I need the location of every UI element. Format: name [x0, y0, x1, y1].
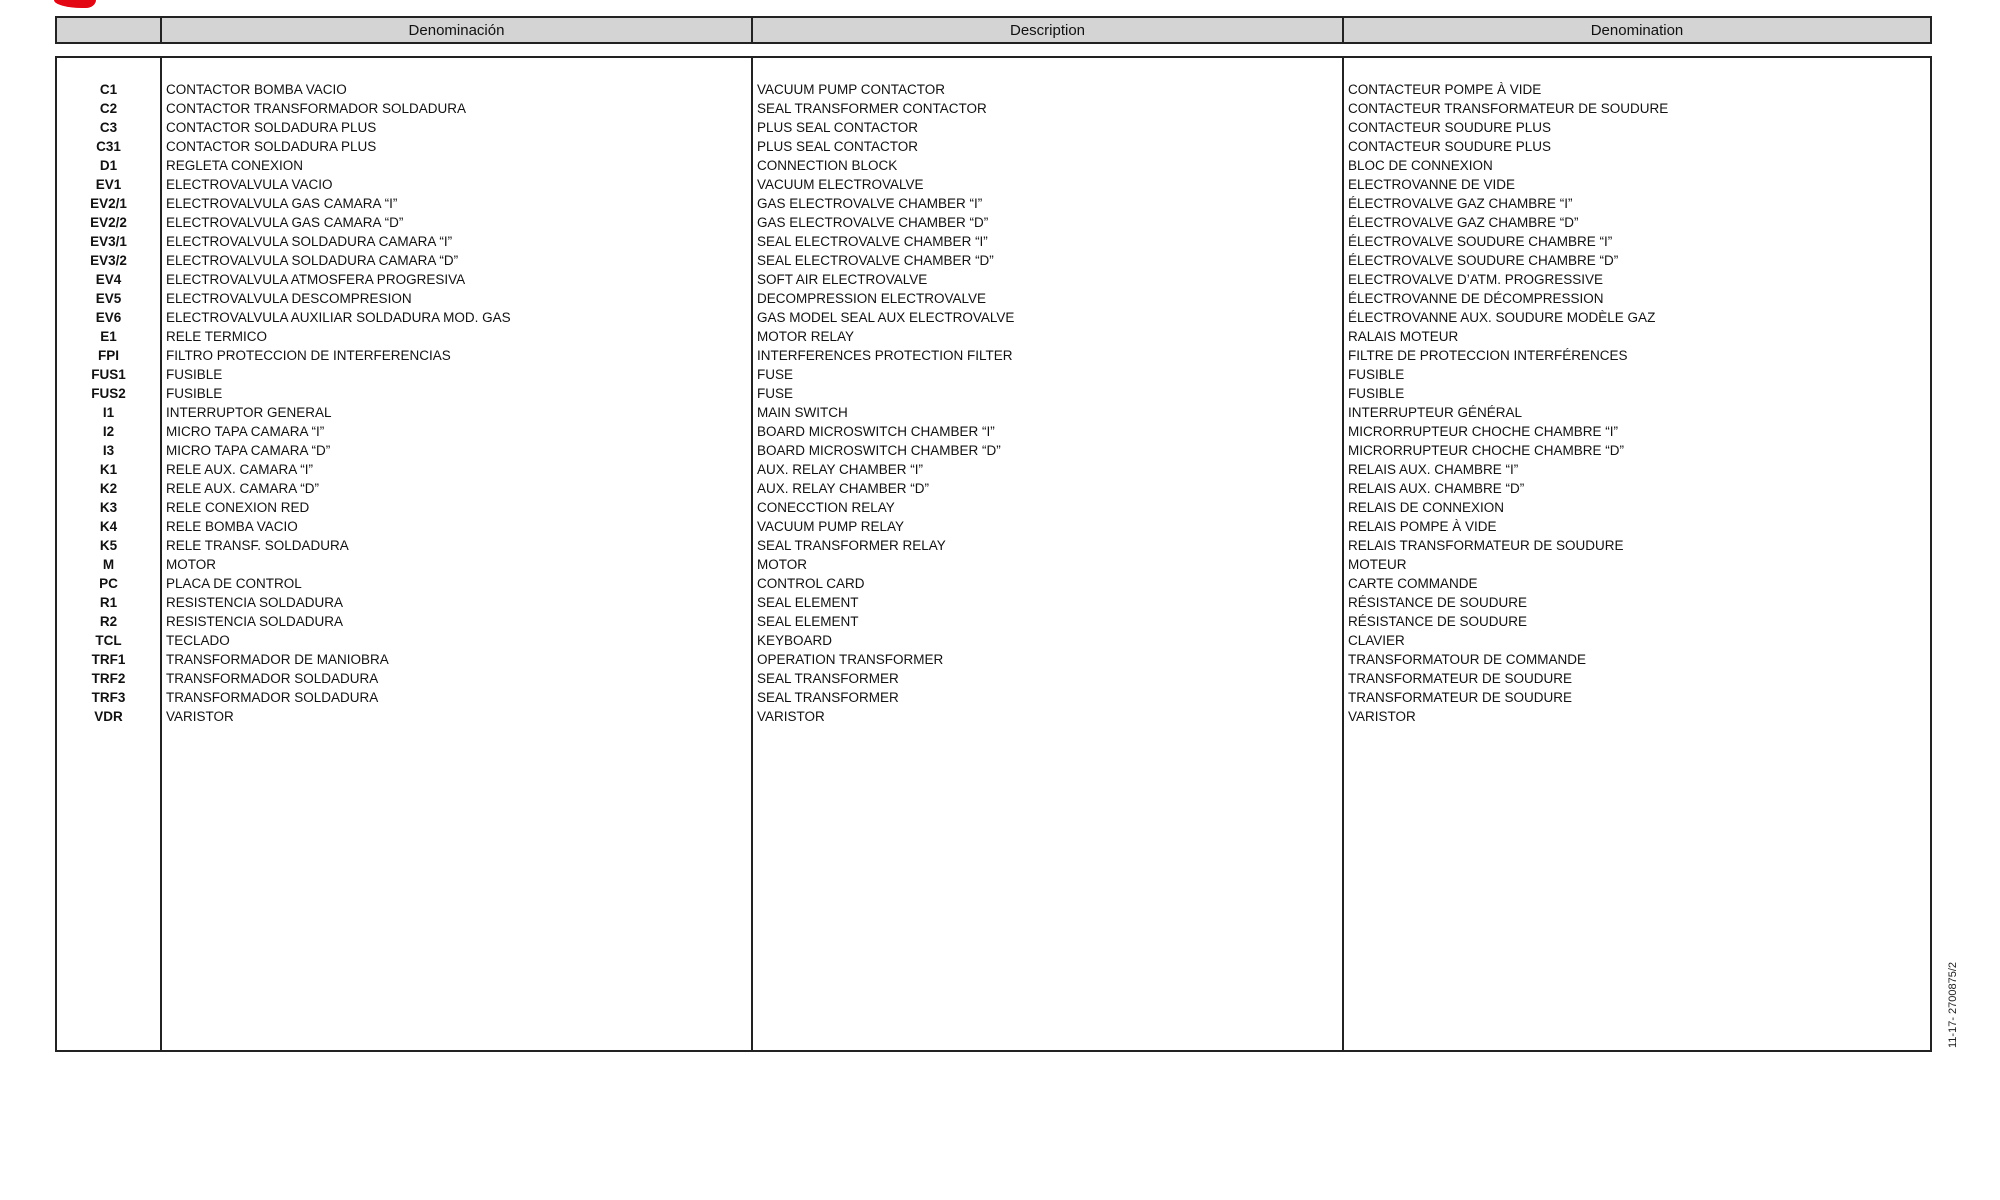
- component-code: K5: [99, 538, 118, 553]
- denominacion-cell: FILTRO PROTECCION DE INTERFERENCIAS: [166, 348, 451, 363]
- denomination-cell: CONTACTEUR SOUDURE PLUS: [1348, 139, 1552, 154]
- component-code: K3: [99, 500, 118, 515]
- description-cell: PLUS SEAL CONTACTOR: [757, 120, 919, 135]
- description-cell: SEAL ELECTROVALVE CHAMBER “I”: [757, 234, 988, 249]
- description-cell: VACUUM PUMP RELAY: [757, 519, 905, 534]
- component-code: K4: [99, 519, 118, 534]
- denomination-cell: CONTACTEUR POMPE À VIDE: [1348, 82, 1542, 97]
- description-cell: SEAL TRANSFORMER CONTACTOR: [757, 101, 987, 116]
- component-code: R2: [99, 614, 118, 629]
- description-cell: MOTOR RELAY: [757, 329, 855, 344]
- denominacion-cell: TRANSFORMADOR SOLDADURA: [166, 690, 379, 705]
- denomination-cell: ÉLECTROVALVE GAZ CHAMBRE “I”: [1348, 196, 1573, 211]
- denominacion-cell: INTERRUPTOR GENERAL: [166, 405, 332, 420]
- description-cell: GAS ELECTROVALVE CHAMBER “I”: [757, 196, 983, 211]
- description-cell: CONECCTION RELAY: [757, 500, 895, 515]
- description-cell: AUX. RELAY CHAMBER “D”: [757, 481, 930, 496]
- denomination-cell: RELAIS TRANSFORMATEUR DE SOUDURE: [1348, 538, 1624, 553]
- denomination-cell: TRANSFORMATOUR DE COMMANDE: [1348, 652, 1587, 667]
- denominacion-cell: CONTACTOR TRANSFORMADOR SOLDADURA: [166, 101, 467, 116]
- header-denominacion: Denominación: [160, 18, 751, 42]
- component-code: EV2/1: [90, 196, 127, 211]
- denomination-cell: ÉLECTROVANNE DE DÉCOMPRESSION: [1348, 291, 1604, 306]
- denominacion-cell: RELE AUX. CAMARA “D”: [166, 481, 320, 496]
- component-code: FUS2: [91, 386, 126, 401]
- denominacion-cell: MICRO TAPA CAMARA “I”: [166, 424, 325, 439]
- denominacion-cell: ELECTROVALVULA VACIO: [166, 177, 333, 192]
- description-cell: FUSE: [757, 386, 794, 401]
- denomination-cell: RELAIS DE CONNEXION: [1348, 500, 1505, 515]
- description-cell: GAS MODEL SEAL AUX ELECTROVALVE: [757, 310, 1015, 325]
- table-header: [55, 16, 1932, 44]
- denominacion-cell: PLACA DE CONTROL: [166, 576, 302, 591]
- description-cell: PLUS SEAL CONTACTOR: [757, 139, 919, 154]
- denominacion-cell: TRANSFORMADOR SOLDADURA: [166, 671, 379, 686]
- component-code: K2: [99, 481, 118, 496]
- description-cell: BOARD MICROSWITCH CHAMBER “D”: [757, 443, 1001, 458]
- component-code: EV2/2: [90, 215, 127, 230]
- description-cell: SEAL ELECTROVALVE CHAMBER “D”: [757, 253, 994, 268]
- denomination-cell: FUSIBLE: [1348, 367, 1405, 382]
- denominacion-cell: REGLETA CONEXION: [166, 158, 304, 173]
- header-denomination: Denomination: [1342, 18, 1930, 42]
- component-code: EV4: [95, 272, 122, 287]
- denomination-cell: TRANSFORMATEUR DE SOUDURE: [1348, 690, 1573, 705]
- denomination-cell: FILTRE DE PROTECCION INTERFÉRENCES: [1348, 348, 1628, 363]
- description-cell: SOFT AIR ELECTROVALVE: [757, 272, 928, 287]
- description-cell: MAIN SWITCH: [757, 405, 848, 420]
- denomination-cell: RELAIS POMPE À VIDE: [1348, 519, 1497, 534]
- denominacion-cell: RELE TRANSF. SOLDADURA: [166, 538, 349, 553]
- description-cell: INTERFERENCES PROTECTION FILTER: [757, 348, 1013, 363]
- denomination-cell: ELECTROVALVE D’ATM. PROGRESSIVE: [1348, 272, 1604, 287]
- description-cell: KEYBOARD: [757, 633, 833, 648]
- component-code: K1: [99, 462, 118, 477]
- component-code: E1: [100, 329, 117, 344]
- description-cell: SEAL TRANSFORMER: [757, 671, 899, 686]
- denominacion-cell: CONTACTOR BOMBA VACIO: [166, 82, 347, 97]
- component-code: VDR: [94, 709, 123, 724]
- component-code: EV1: [95, 177, 122, 192]
- component-code: PC: [99, 576, 118, 591]
- denomination-cell: RALAIS MOTEUR: [1348, 329, 1459, 344]
- brand-logo-fragment: [54, 0, 96, 8]
- denomination-cell: CARTE COMMANDE: [1348, 576, 1478, 591]
- denomination-cell: VARISTOR: [1348, 709, 1416, 724]
- denominacion-cell: ELECTROVALVULA GAS CAMARA “D”: [166, 215, 404, 230]
- component-code: I3: [102, 443, 115, 458]
- component-code: C1: [99, 82, 118, 97]
- description-cell: MOTOR: [757, 557, 807, 572]
- denominacion-cell: ELECTROVALVULA ATMOSFERA PROGRESIVA: [166, 272, 466, 287]
- component-code: D1: [99, 158, 118, 173]
- component-code: TRF1: [91, 652, 126, 667]
- denominacion-cell: RESISTENCIA SOLDADURA: [166, 614, 344, 629]
- french-column: [1342, 58, 1930, 1050]
- component-table: [55, 56, 1932, 1052]
- component-code: M: [102, 557, 115, 572]
- denomination-cell: ÉLECTROVANNE AUX. SOUDURE MODÈLE GAZ: [1348, 310, 1656, 325]
- denominacion-cell: ELECTROVALVULA SOLDADURA CAMARA “D”: [166, 253, 459, 268]
- denomination-cell: ÉLECTROVALVE SOUDURE CHAMBRE “D”: [1348, 253, 1619, 268]
- description-cell: AUX. RELAY CHAMBER “I”: [757, 462, 924, 477]
- component-code: R1: [99, 595, 118, 610]
- description-cell: FUSE: [757, 367, 794, 382]
- component-code: FPI: [97, 348, 119, 363]
- component-code: C2: [99, 101, 118, 116]
- description-cell: GAS ELECTROVALVE CHAMBER “D”: [757, 215, 989, 230]
- description-cell: CONTROL CARD: [757, 576, 865, 591]
- description-cell: BOARD MICROSWITCH CHAMBER “I”: [757, 424, 995, 439]
- denominacion-cell: TRANSFORMADOR DE MANIOBRA: [166, 652, 389, 667]
- component-code: TRF2: [91, 671, 126, 686]
- denominacion-cell: ELECTROVALVULA GAS CAMARA “I”: [166, 196, 398, 211]
- denominacion-cell: RELE TERMICO: [166, 329, 268, 344]
- description-cell: VARISTOR: [757, 709, 825, 724]
- description-cell: VACUUM ELECTROVALVE: [757, 177, 924, 192]
- document-reference: 11-17- 2700875/2: [1947, 961, 1959, 1048]
- denominacion-cell: RESISTENCIA SOLDADURA: [166, 595, 344, 610]
- denomination-cell: FUSIBLE: [1348, 386, 1405, 401]
- denomination-cell: CONTACTEUR SOUDURE PLUS: [1348, 120, 1552, 135]
- denomination-cell: MICRORRUPTEUR CHOCHE CHAMBRE “D”: [1348, 443, 1624, 458]
- description-cell: SEAL TRANSFORMER RELAY: [757, 538, 946, 553]
- description-cell: DECOMPRESSION ELECTROVALVE: [757, 291, 987, 306]
- denominacion-cell: VARISTOR: [166, 709, 234, 724]
- component-code: C31: [96, 139, 121, 154]
- denominacion-cell: MOTOR: [166, 557, 216, 572]
- denominacion-cell: RELE BOMBA VACIO: [166, 519, 298, 534]
- denomination-cell: MICRORRUPTEUR CHOCHE CHAMBRE “I”: [1348, 424, 1618, 439]
- denomination-cell: ÉLECTROVALVE GAZ CHAMBRE “D”: [1348, 215, 1579, 230]
- denomination-cell: CONTACTEUR TRANSFORMATEUR DE SOUDURE: [1348, 101, 1669, 116]
- header-description: Description: [751, 18, 1342, 42]
- denominacion-cell: FUSIBLE: [166, 367, 223, 382]
- denominacion-cell: FUSIBLE: [166, 386, 223, 401]
- component-code: TCL: [95, 633, 122, 648]
- description-cell: VACUUM PUMP CONTACTOR: [757, 82, 946, 97]
- denomination-cell: TRANSFORMATEUR DE SOUDURE: [1348, 671, 1573, 686]
- code-column: [57, 58, 160, 1050]
- component-code: I1: [102, 405, 115, 420]
- component-code: FUS1: [91, 367, 126, 382]
- denominacion-cell: RELE CONEXION RED: [166, 500, 310, 515]
- header-code: [57, 18, 160, 42]
- component-code: EV3/1: [90, 234, 127, 249]
- description-cell: OPERATION TRANSFORMER: [757, 652, 944, 667]
- component-code: EV6: [95, 310, 122, 325]
- description-cell: SEAL TRANSFORMER: [757, 690, 899, 705]
- denominacion-cell: CONTACTOR SOLDADURA PLUS: [166, 120, 377, 135]
- spanish-column: [160, 58, 751, 1050]
- denomination-cell: ÉLECTROVALVE SOUDURE CHAMBRE “I”: [1348, 234, 1613, 249]
- denomination-cell: RELAIS AUX. CHAMBRE “I”: [1348, 462, 1519, 477]
- description-cell: SEAL ELEMENT: [757, 595, 859, 610]
- denominacion-cell: RELE AUX. CAMARA “I”: [166, 462, 314, 477]
- denominacion-cell: ELECTROVALVULA SOLDADURA CAMARA “I”: [166, 234, 453, 249]
- component-code: EV5: [95, 291, 122, 306]
- denomination-cell: INTERRUPTEUR GÉNÉRAL: [1348, 405, 1523, 420]
- denomination-cell: RÉSISTANCE DE SOUDURE: [1348, 614, 1528, 629]
- denomination-cell: ELECTROVANNE DE VIDE: [1348, 177, 1516, 192]
- denomination-cell: RELAIS AUX. CHAMBRE “D”: [1348, 481, 1525, 496]
- denominacion-cell: CONTACTOR SOLDADURA PLUS: [166, 139, 377, 154]
- english-column: [751, 58, 1342, 1050]
- denominacion-cell: MICRO TAPA CAMARA “D”: [166, 443, 331, 458]
- component-code: TRF3: [91, 690, 126, 705]
- description-cell: SEAL ELEMENT: [757, 614, 859, 629]
- component-code: C3: [99, 120, 118, 135]
- denomination-cell: BLOC DE CONNEXION: [1348, 158, 1493, 173]
- component-code: I2: [102, 424, 115, 439]
- denomination-cell: RÉSISTANCE DE SOUDURE: [1348, 595, 1528, 610]
- description-cell: CONNECTION BLOCK: [757, 158, 898, 173]
- denominacion-cell: ELECTROVALVULA DESCOMPRESION: [166, 291, 412, 306]
- denomination-cell: MOTEUR: [1348, 557, 1407, 572]
- denominacion-cell: ELECTROVALVULA AUXILIAR SOLDADURA MOD. GAS: [166, 310, 511, 325]
- denominacion-cell: TECLADO: [166, 633, 230, 648]
- denomination-cell: CLAVIER: [1348, 633, 1405, 648]
- component-code: EV3/2: [90, 253, 127, 268]
